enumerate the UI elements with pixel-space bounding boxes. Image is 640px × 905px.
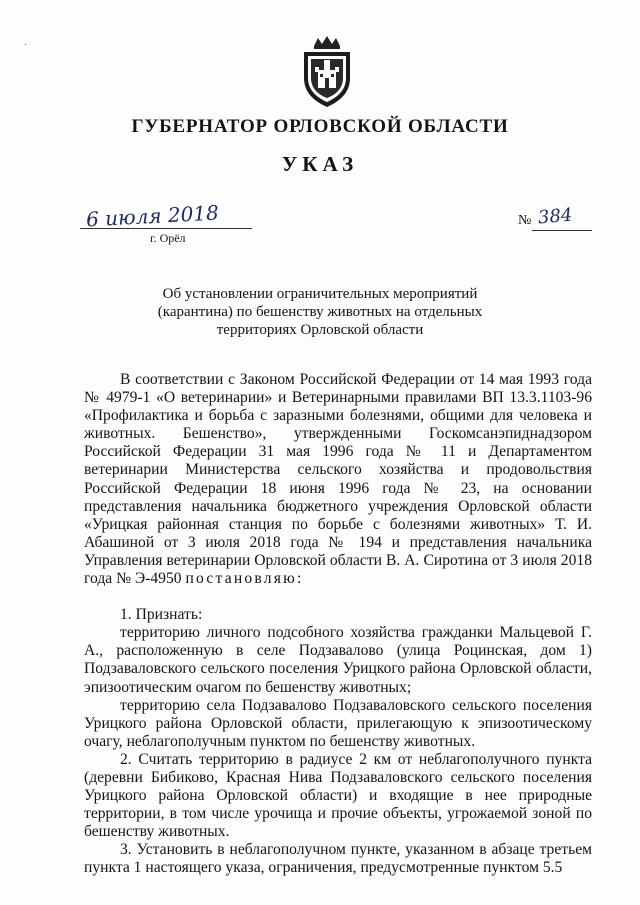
preamble-verb: постановляю: (185, 570, 304, 588)
coat-of-arms-emblem (296, 36, 358, 108)
issue-city: г. Орёл (150, 231, 186, 245)
decree-subject: Об установлении ограничительных мероприятий (карантина) по бешенству животных на отдельных территориях Орловской области (157, 286, 483, 338)
document-number-label: № (518, 213, 532, 228)
document-type-title: УКАЗ (281, 152, 359, 176)
preamble-text: В соответствии с Законом Российской Федерации от 14 мая 1993 года № 4979-1 «О ветеринарии» и Ветеринарными правилами ВП 13.3.1103-96 «Профилактика и борьба с заразными болезнями, общими для человека и животных. Бешенство», утвержденными Госкомсанэпиднадзором Российской Федерации 31 мая 1996 года № 11 и Департаментом ветеринарии Министерства сельского хозяйства и продовольствия Российской Федерации 18 июня 1996 года № 23, на основании представления начальника бюджетного учреждения Орловской области «Урицкая районная станция по борьбе с болезнями животных» Т. И. Абашиной от 3 июля 2018 года № 194 и представления начальника Управления ветеринарии Орловской области В. А. Сиротина от 3 июля 2018 года № Э-4950 (84, 371, 592, 588)
clause-2: 2. Считать территорию в радиусе 2 км от неблагополучного пункта (деревни Бибиково, Красная Нива Подзаваловского сельского поселения Урицкого района Орловской области) и входящие в нее природные территории, в том числе урочища и прочие объекты, угрожаемой зоной по бешенству животных. (84, 750, 592, 841)
clause-3: 3. Установить в неблагополучном пункте, указанном в абзаце третьем пункта 1 настоящего указа, ограничения, предусмотренные пунктом 5.5 (84, 841, 592, 877)
date-underline (80, 228, 252, 229)
issuing-authority-title: ГУБЕРНАТОР ОРЛОВСКОЙ ОБЛАСТИ (131, 116, 509, 137)
clause-1-item-2: территорию села Подзавалово Подзаваловского сельского поселения Урицкого района Орловской области, прилегающую к эпизоотическому очагу, неблагополучным пунктом по бешенству животных. (84, 696, 592, 750)
handwritten-date: 6 июля 2018 (85, 200, 220, 232)
decree-body (84, 371, 592, 878)
clause-1-heading: 1. Признать: (120, 606, 203, 624)
clause-1-item-1: территорию личного подсобного хозяйства гражданки Мальцевой Г. А., расположенную в селе Подзавалово (улица Роцинская, дом 1) Подзаваловского сельского поселения Урицкого района Орловской области, эпизоотическим очагом по бешенству животных; (84, 624, 592, 696)
number-underline (532, 230, 592, 231)
preamble-paragraph (84, 371, 592, 588)
handwritten-document-number: 384 (537, 204, 574, 229)
scan-mark: · (24, 40, 28, 51)
